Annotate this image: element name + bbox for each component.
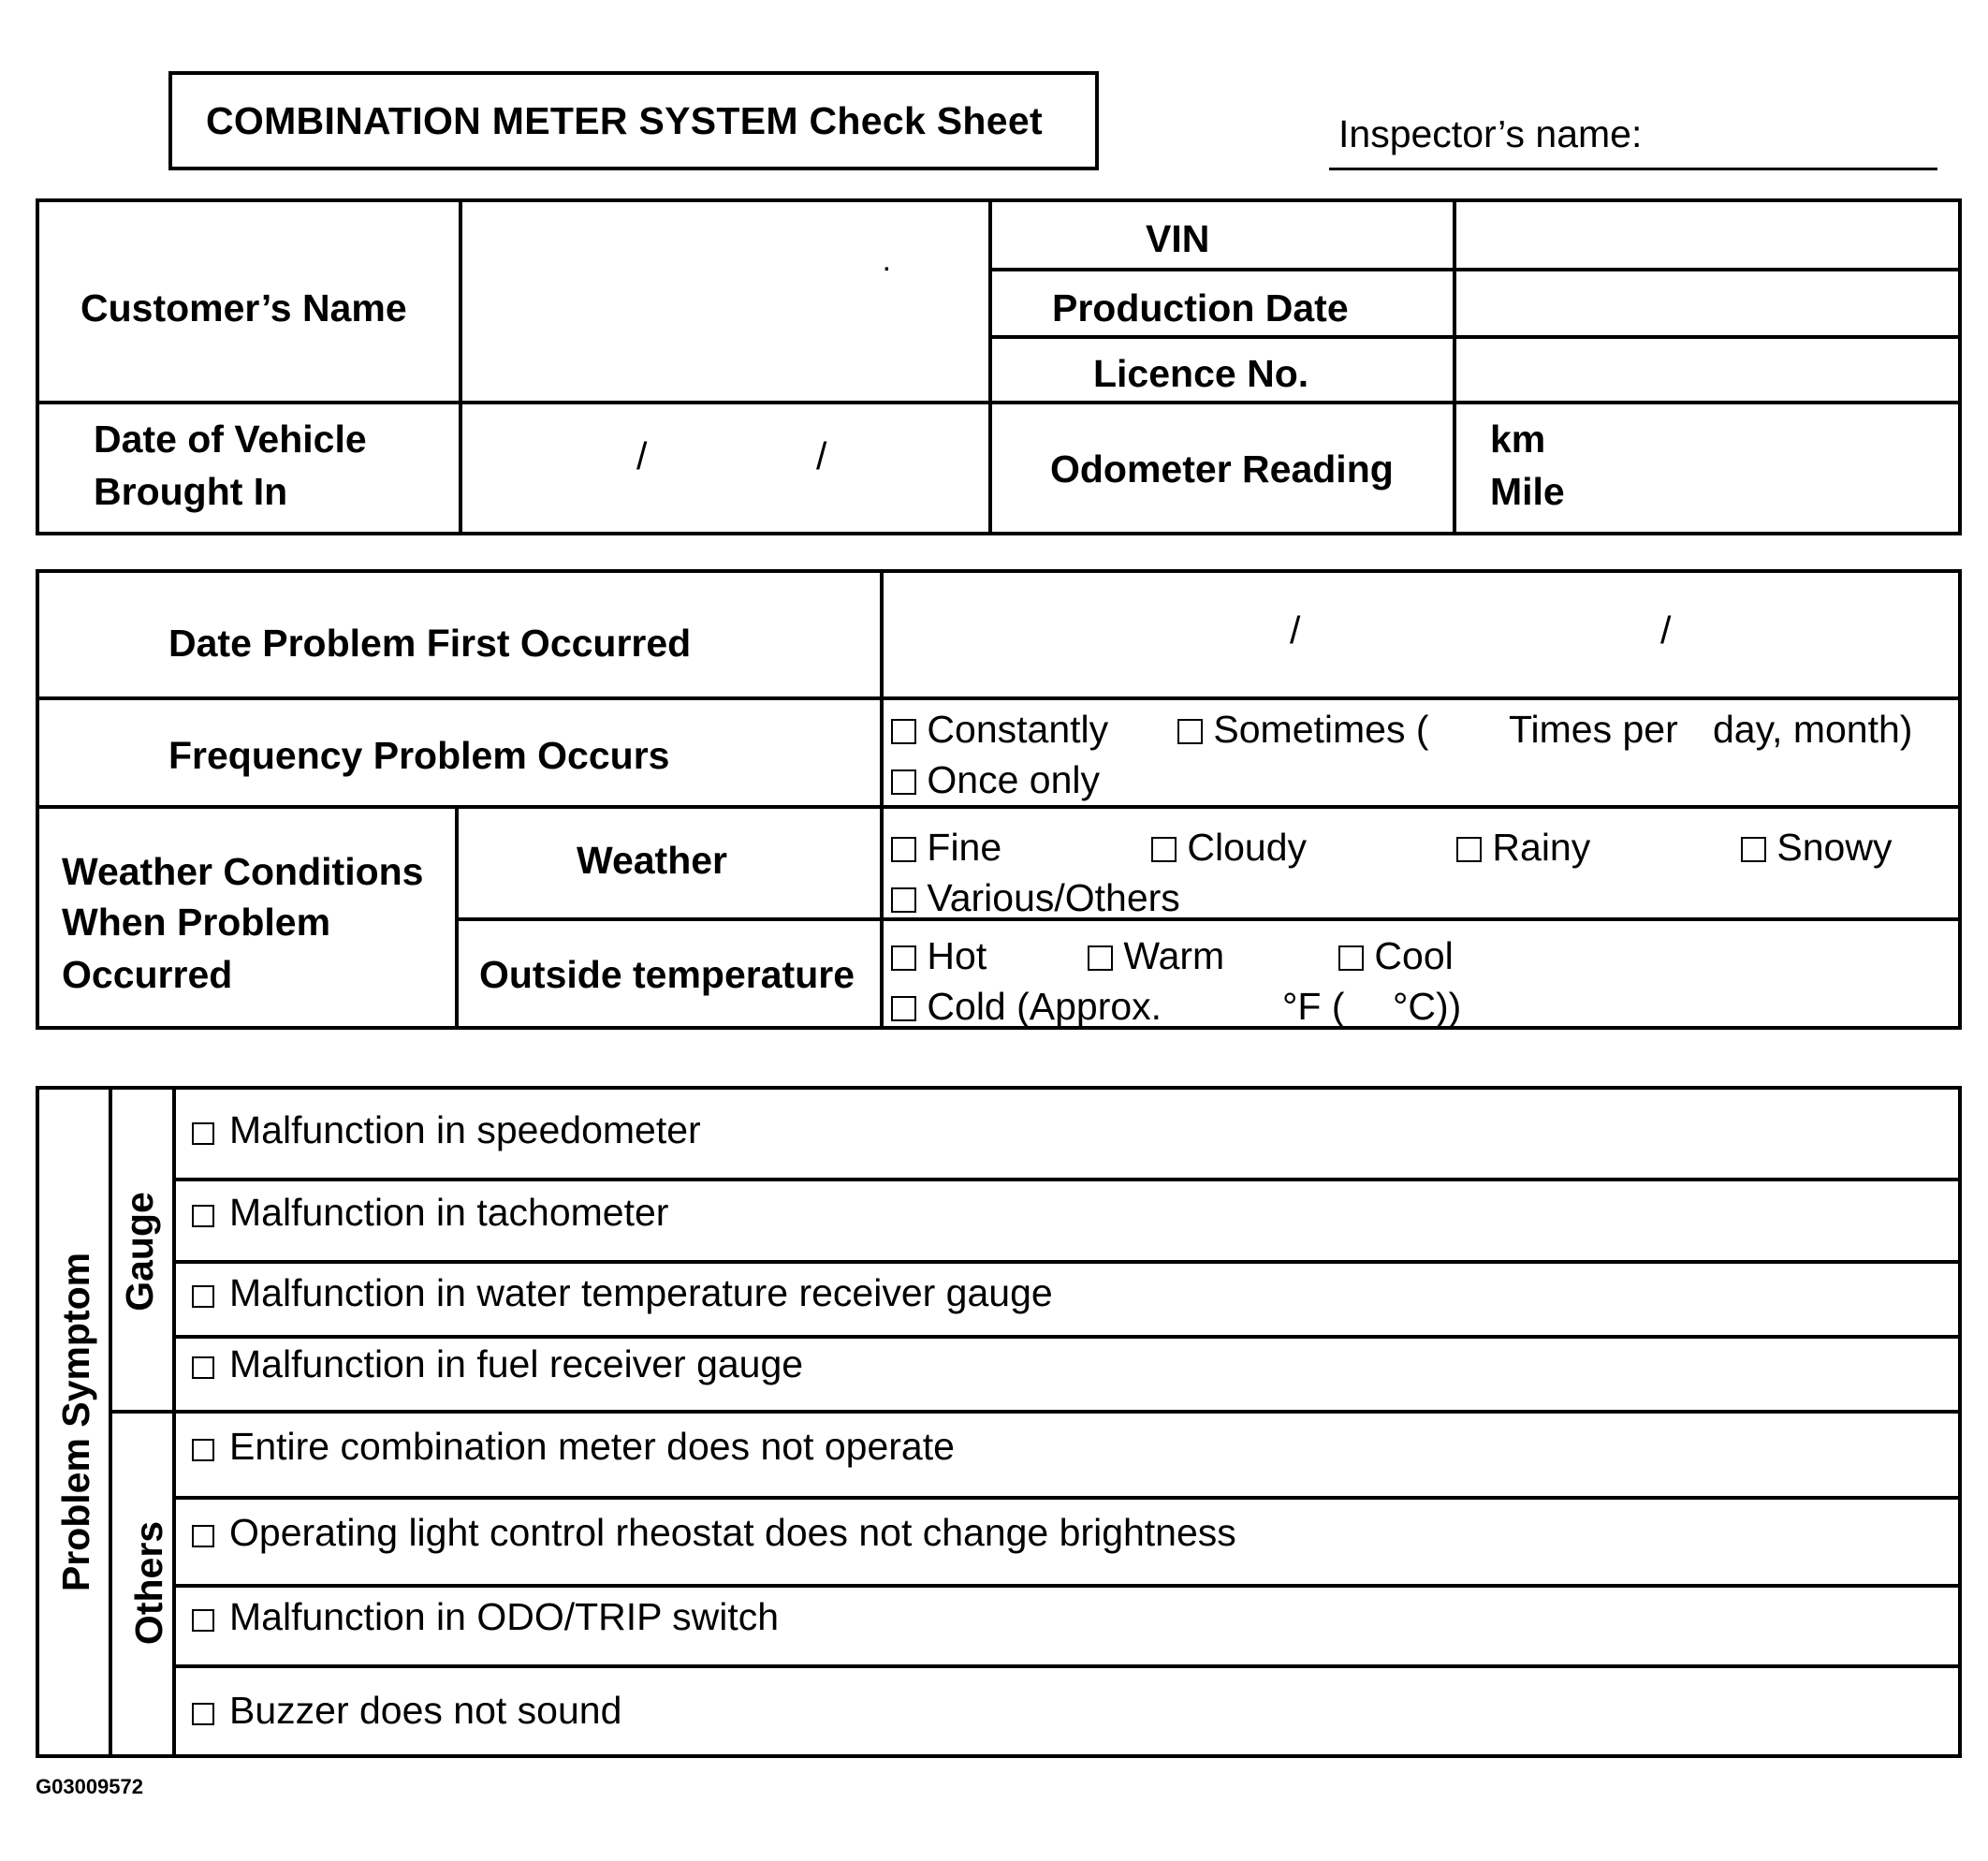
checkbox[interactable] (1151, 837, 1177, 862)
checkbox[interactable] (192, 1356, 214, 1379)
date-brought-in-field[interactable] (462, 404, 988, 532)
production-date-field[interactable] (1456, 271, 1962, 335)
checkbox[interactable] (891, 719, 916, 744)
frequency-label: Frequency Problem Occurs (168, 734, 670, 777)
checkbox[interactable] (1741, 837, 1766, 862)
weather-label: Weather (577, 839, 728, 882)
checkbox[interactable] (891, 996, 916, 1021)
fahrenheit-label: °F ( (1282, 985, 1345, 1028)
option-cold[interactable]: Cold (Approx. (891, 985, 1162, 1029)
customer-name-value: . (884, 251, 890, 276)
times-per-label: Times per (1509, 708, 1678, 751)
problem-symptom-table (36, 1086, 1962, 1758)
odometer-field[interactable] (1456, 404, 1962, 532)
celsius-label: °C)) (1393, 985, 1462, 1028)
customer-name-label: Customer’s Name (80, 286, 407, 330)
symptom-fuel-gauge[interactable]: Malfunction in fuel receiver gauge (192, 1342, 803, 1386)
checkbox[interactable] (891, 945, 916, 971)
title-box (168, 71, 1099, 170)
inspector-name-field[interactable] (1329, 112, 1937, 170)
symptom-speedometer[interactable]: Malfunction in speedometer (192, 1108, 701, 1152)
option-cloudy[interactable]: Cloudy (1151, 826, 1307, 870)
date-first-occurred-field[interactable] (884, 573, 1958, 696)
symptom-odo-trip-switch[interactable]: Malfunction in ODO/TRIP switch (192, 1595, 779, 1639)
checkbox[interactable] (192, 1439, 214, 1461)
symptom-rheostat[interactable]: Operating light control rheostat does not change brightness (192, 1511, 1236, 1555)
checkbox[interactable] (192, 1703, 214, 1725)
inspector-name-label: Inspector’s name: (1338, 112, 1643, 155)
symptom-tachometer[interactable]: Malfunction in tachometer (192, 1191, 668, 1235)
checkbox[interactable] (891, 837, 916, 862)
figure-code: G03009572 (36, 1775, 143, 1798)
odometer-unit-km: km (1490, 418, 1546, 461)
checkbox[interactable] (1338, 945, 1364, 971)
day-month-label: day, month) (1713, 708, 1913, 751)
option-cool[interactable]: Cool (1338, 934, 1454, 978)
symptom-meter-not-operate[interactable]: Entire combination meter does not operate (192, 1425, 955, 1469)
checkbox[interactable] (192, 1205, 214, 1227)
date-separator: / (1290, 608, 1301, 652)
option-rainy[interactable]: Rainy (1456, 826, 1590, 870)
others-label: Others (127, 1520, 170, 1646)
date-separator: / (816, 434, 827, 477)
symptom-water-temperature[interactable]: Malfunction in water temperature receiver gauge (192, 1271, 1053, 1315)
option-warm[interactable]: Warm (1088, 934, 1224, 978)
licence-no-field[interactable] (1456, 339, 1962, 401)
checkbox[interactable] (1456, 837, 1482, 862)
vehicle-info-table (36, 198, 1962, 535)
symptom-buzzer[interactable]: Buzzer does not sound (192, 1689, 621, 1733)
sheet-title: COMBINATION METER SYSTEM Check Sheet (206, 98, 1043, 142)
checkbox[interactable] (891, 769, 916, 795)
option-various-others[interactable]: Various/Others (891, 876, 1180, 920)
option-once-only[interactable]: Once only (891, 758, 1100, 802)
checkbox[interactable] (192, 1285, 214, 1308)
checkbox[interactable] (1177, 719, 1203, 744)
option-fine[interactable]: Fine (891, 826, 1001, 870)
date-brought-in-label-line1: Date of Vehicle (94, 418, 367, 461)
weather-group-label-line2: When Problem (62, 901, 331, 944)
checkbox[interactable] (1088, 945, 1113, 971)
vin-field[interactable] (1456, 202, 1962, 268)
licence-no-label: Licence No. (1093, 352, 1309, 395)
checkbox[interactable] (192, 1122, 214, 1145)
weather-group-label-line3: Occurred (62, 953, 233, 996)
production-date-label: Production Date (1052, 286, 1349, 330)
outside-temperature-label: Outside temperature (479, 953, 855, 996)
customer-name-field[interactable] (462, 202, 988, 401)
checkbox[interactable] (192, 1525, 214, 1547)
option-sometimes[interactable]: Sometimes ( (1177, 708, 1429, 752)
option-snowy[interactable]: Snowy (1741, 826, 1892, 870)
date-first-occurred-label: Date Problem First Occurred (168, 622, 692, 665)
problem-symptom-label: Problem Symptom (54, 1252, 97, 1592)
checkbox[interactable] (192, 1609, 214, 1632)
option-constantly[interactable]: Constantly (891, 708, 1108, 752)
date-separator: / (636, 434, 648, 477)
odometer-unit-mile: Mile (1490, 470, 1565, 513)
checkbox[interactable] (891, 887, 916, 913)
date-brought-in-label-line2: Brought In (94, 470, 288, 513)
conditions-table (36, 569, 1962, 1030)
vin-label: VIN (1146, 217, 1210, 260)
option-hot[interactable]: Hot (891, 934, 987, 978)
weather-group-label-line1: Weather Conditions (62, 850, 424, 893)
date-separator: / (1660, 608, 1672, 652)
gauge-label: Gauge (118, 1192, 161, 1311)
odometer-label: Odometer Reading (1050, 447, 1394, 491)
